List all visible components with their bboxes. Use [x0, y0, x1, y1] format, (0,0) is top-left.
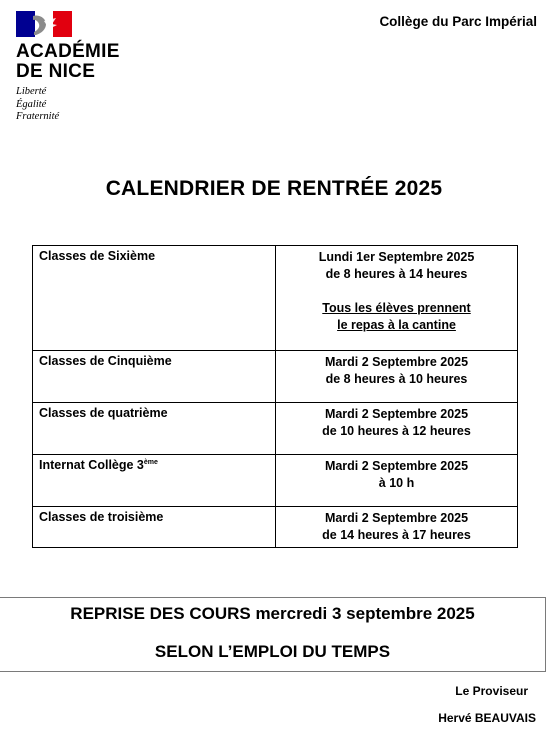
- page-title: CALENDRIER DE RENTRÉE 2025: [105, 177, 443, 200]
- motto-egalite: Égalité: [16, 98, 47, 110]
- date-text: Mardi 2 Septembre 2025: [324, 355, 469, 369]
- cantine-note-line1: Tous les élèves prennent: [322, 301, 471, 315]
- date-text: Lundi 1er Septembre 2025: [318, 250, 475, 264]
- date-cell: [276, 403, 518, 455]
- date-text: Mardi 2 Septembre 2025: [324, 511, 469, 525]
- class-cell: Classes de troisième: [33, 507, 276, 548]
- schedule-table: [32, 245, 518, 548]
- time-text: à 10 h: [378, 476, 415, 490]
- class-cell: Classes de Cinquième: [33, 351, 276, 403]
- time-text: de 8 heures à 14 heures: [325, 267, 468, 281]
- motto-fraternite: Fraternité: [16, 111, 60, 122]
- banner-line2: SELON L’EMPLOI DU TEMPS: [154, 642, 391, 661]
- table-row: [33, 246, 518, 351]
- banner-line1: REPRISE DES COURS mercredi 3 septembre 2025: [70, 604, 475, 623]
- table-row: [33, 403, 518, 455]
- date-cell: [276, 455, 518, 507]
- signature-name: Hervé BEAUVAIS: [438, 711, 536, 725]
- time-text: de 8 heures à 10 heures: [325, 372, 468, 386]
- class-cell: Classes de quatrième: [33, 403, 276, 455]
- class-superscript: ème: [143, 459, 158, 466]
- marianne-flag-icon: [16, 11, 72, 37]
- signature-role: Le Proviseur: [455, 684, 528, 698]
- class-name: Internat Collège 3: [39, 458, 144, 472]
- table-row: [33, 351, 518, 403]
- school-name: Collège du Parc Impérial: [379, 14, 537, 29]
- date-cell: [276, 351, 518, 403]
- table-row: [33, 507, 518, 548]
- resumption-banner: [0, 597, 546, 672]
- class-cell: [33, 455, 276, 507]
- academie-name-line1: ACADÉMIE: [16, 41, 120, 62]
- cantine-note-line2: le repas à la cantine: [337, 318, 456, 332]
- academie-name: [16, 42, 146, 82]
- republic-motto: [16, 86, 146, 124]
- date-cell: [276, 246, 518, 351]
- time-text: de 10 heures à 12 heures: [322, 424, 471, 438]
- motto-liberte: Liberté: [16, 86, 47, 97]
- class-cell: Classes de Sixième: [33, 246, 276, 351]
- academie-name-line2: DE NICE: [16, 61, 96, 82]
- table-row: [33, 455, 518, 507]
- date-text: Mardi 2 Septembre 2025: [324, 407, 469, 421]
- academie-logo: [16, 11, 146, 124]
- time-text: de 14 heures à 17 heures: [322, 528, 471, 542]
- date-cell: [276, 507, 518, 548]
- date-text: Mardi 2 Septembre 2025: [324, 459, 469, 473]
